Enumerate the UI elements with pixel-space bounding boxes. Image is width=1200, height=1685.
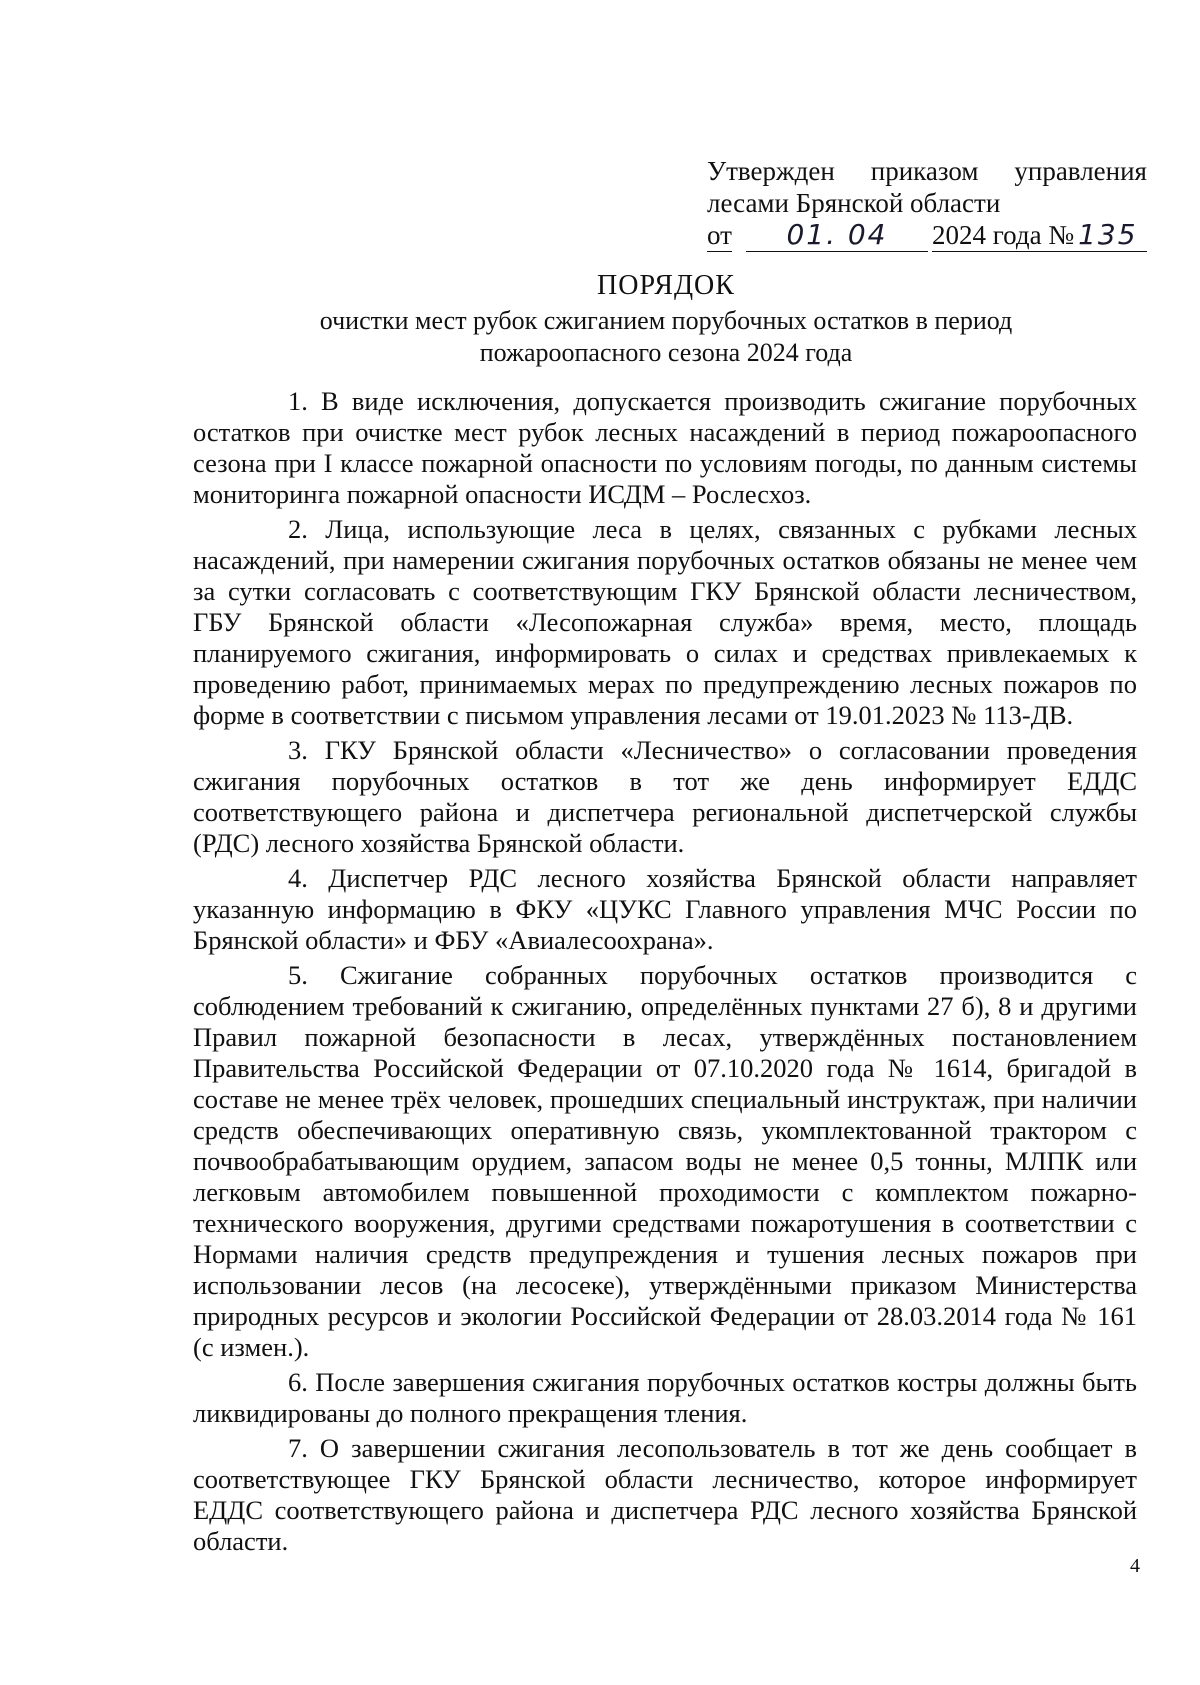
document-body [193, 386, 1137, 1561]
paragraph-3: 3. ГКУ Брянской области «Лесничество» о согласовании проведения сжигания порубочных остатков в тот же день информирует ЕДДС соответствующего района и диспетчера региональной диспетчерской службы (РДС) лесного хозяйства Брянской области. [193, 735, 1137, 858]
paragraph-1: 1. В виде исключения, допускается производить сжигание порубочных остатков при очистке мест рубок лесных насаждений в период пожароопасного сезона при I классе пожарной опасности по условиям погоды, по данным системы мониторинга пожарной опасности ИСДМ – Рослесхоз. [193, 386, 1137, 509]
approval-line-1 [707, 155, 1147, 187]
approval-number-handwritten: 135 [1074, 219, 1147, 252]
paragraph-5: 5. Сжигание собранных порубочных остатков производится с соблюдением требований к сжиганию, определённых пунктами 27 б), 8 и другими Правил пожарной безопасности в лесах, утверждённых постановлением Правительства Российской Федерации от 07.10.2020 года № 1614, бригадой в составе не менее трёх человек, прошедших специальный инструктаж, при наличии средств обеспечивающих оперативную связь, укомплектованной трактором с почвообрабатывающим орудием, запасом воды не менее 0,5 тонны, МЛПК или легковым автомобилем повышенной проходимости с комплектом пожарно-технического вооружения, другими средствами пожаротушения в соответствии с Нормами наличия средств предупреждения и тушения лесных пожаров при использовании лесов (на лесосеке), утверждёнными приказом Министерства природных ресурсов и экологии Российской Федерации от 28.03.2014 года № 161 (с измен.). [193, 960, 1137, 1362]
subtitle-line-2: пожароопасного сезона 2024 года [479, 338, 853, 367]
approval-ot: от [707, 220, 732, 250]
approval-year-text: 2024 года № [932, 220, 1075, 250]
approval-stamp-block [707, 155, 1147, 252]
document-subtitle [0, 305, 1200, 369]
paragraph-6: 6. После завершения сжигания порубочных остатков костры должны быть ликвидированы до полного прекращения тления. [193, 1367, 1137, 1428]
approval-word-2: приказом [870, 156, 979, 186]
approval-word-1: Утвержден [707, 156, 835, 186]
document-title: ПОРЯДОК [597, 270, 735, 301]
paragraph-7: 7. О завершении сжигания лесопользователь в тот же день сообщает в соответствующее ГКУ Брянской области лесничество, которое информирует ЕДДС соответствующего района и диспетчера РДС лесного хозяйства Брянской области. [193, 1433, 1137, 1556]
paragraph-4: 4. Диспетчер РДС лесного хозяйства Брянской области направляет указанную информацию в ФКУ «ЦУКС Главного управления МЧС России по Брянской области» и ФБУ «Авиалесоохрана». [193, 863, 1137, 955]
paragraph-2: 2. Лица, использующие леса в целях, связанных с рубками лесных насаждений, при намерении сжигания порубочных остатков обязаны не менее чем за сутки согласовать с соответствующим ГКУ Брянской области лесничеством, ГБУ Брянской области «Лесопожарная служба» время, место, площадь планируемого сжигания, информировать о силах и средствах привлекаемых к проведению работ, принимаемых мерах по предупреждению лесных пожаров по форме в соответствии с письмом управления лесами от 19.01.2023 № 113-ДВ. [193, 514, 1137, 730]
approval-word-3: управления [1014, 156, 1147, 186]
approval-date-handwritten: 01. 04 [746, 219, 928, 252]
page-number: 4 [1130, 1555, 1140, 1577]
subtitle-line-1: очистки мест рубок сжиганием порубочных остатков в период [319, 306, 1013, 335]
approval-line-3 [707, 219, 1147, 252]
approval-line-2: лесами Брянской области [707, 188, 1001, 218]
